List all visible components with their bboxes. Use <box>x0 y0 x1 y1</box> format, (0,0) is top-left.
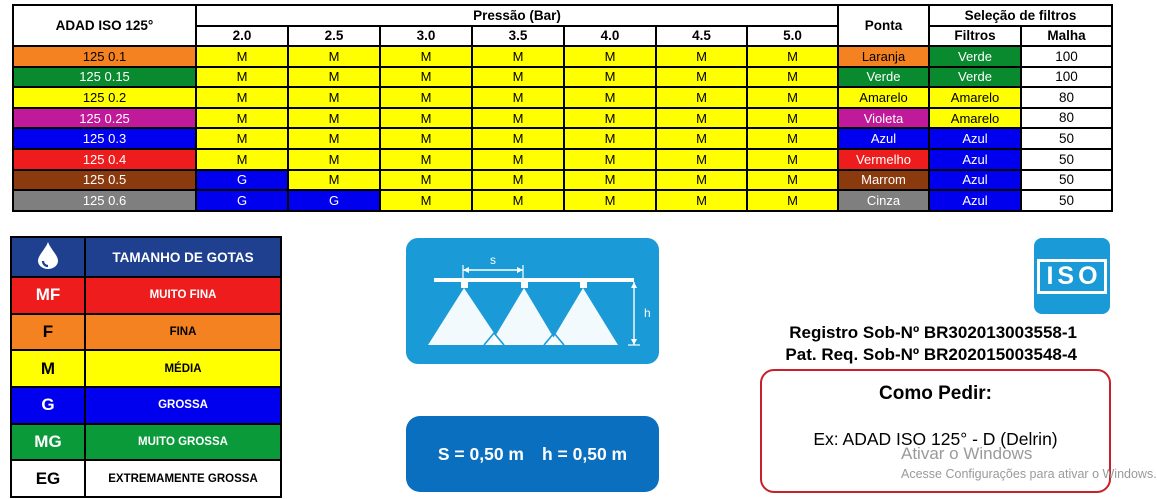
tip-column-header: Ponta <box>838 5 929 46</box>
model-column-header: ADAD ISO 125° <box>13 5 196 46</box>
legend-row <box>11 424 281 461</box>
mesh-cell: 50 <box>1021 149 1112 170</box>
legend-code: G <box>11 387 85 424</box>
tip-color-cell: Violeta <box>838 108 929 129</box>
registration-number: Registro Sob-Nº BR302013003558-1 <box>789 323 1077 342</box>
legend-label: MÉDIA <box>85 350 281 387</box>
table-row <box>13 108 1112 129</box>
spacing-values-box <box>406 416 659 492</box>
nozzle-spacing-diagram <box>406 238 659 364</box>
legend-icon-cell <box>11 237 85 277</box>
droplet-size-cell: M <box>380 46 472 67</box>
droplet-size-cell: M <box>472 46 564 67</box>
mesh-cell: 50 <box>1021 170 1112 191</box>
droplet-size-cell: M <box>656 46 747 67</box>
droplet-size-cell: M <box>747 128 838 149</box>
droplet-size-cell: M <box>196 87 288 108</box>
droplet-size-cell: M <box>747 170 838 191</box>
droplet-size-cell: M <box>288 128 380 149</box>
pressure-header-2.0: 2.0 <box>196 26 288 46</box>
droplet-size-cell: M <box>564 67 656 88</box>
droplet-size-cell: M <box>472 108 564 129</box>
tip-color-cell: Laranja <box>838 46 929 67</box>
pressure-header-3.5: 3.5 <box>472 26 564 46</box>
droplet-size-cell: M <box>656 67 747 88</box>
filter-color-cell: Azul <box>929 170 1021 191</box>
pressure-header-4.0: 4.0 <box>564 26 656 46</box>
droplet-size-cell: M <box>288 170 380 191</box>
filter-color-cell: Azul <box>929 190 1021 211</box>
legend-label: MUITO GROSSA <box>85 424 281 461</box>
droplet-size-cell: G <box>196 190 288 211</box>
spacing-label: s <box>490 253 496 267</box>
droplet-size-cell: M <box>656 87 747 108</box>
spacing-value: S = 0,50 m <box>437 443 524 464</box>
table-row <box>13 67 1112 88</box>
tip-color-cell: Marrom <box>838 170 929 191</box>
how-to-order-title: Como Pedir: <box>879 383 992 404</box>
droplet-size-cell: M <box>747 190 838 211</box>
table-row <box>13 170 1112 191</box>
droplet-size-cell: M <box>380 128 472 149</box>
mesh-cell: 50 <box>1021 128 1112 149</box>
droplet-size-cell: M <box>564 170 656 191</box>
tip-color-cell: Cinza <box>838 190 929 211</box>
droplet-size-cell: M <box>747 149 838 170</box>
droplet-size-cell: M <box>380 190 472 211</box>
droplet-size-cell: M <box>656 128 747 149</box>
iso-badge <box>1034 238 1110 314</box>
mesh-cell: 80 <box>1021 87 1112 108</box>
tip-color-cell: Amarelo <box>838 87 929 108</box>
droplet-size-legend <box>10 236 282 498</box>
legend-code: F <box>11 314 85 351</box>
droplet-size-cell: M <box>380 108 472 129</box>
droplet-size-cell: M <box>472 128 564 149</box>
patent-request-number: Pat. Req. Sob-Nº BR202015003548-4 <box>785 345 1077 364</box>
droplet-size-cell: M <box>564 87 656 108</box>
legend-code: MG <box>11 424 85 461</box>
pressure-column-header: Pressão (Bar) <box>196 5 838 26</box>
model-cell: 125 0.15 <box>13 67 196 88</box>
droplet-size-cell: M <box>472 170 564 191</box>
table-row <box>13 190 1112 211</box>
droplet-size-cell: M <box>472 149 564 170</box>
legend-label: EXTREMAMENTE GROSSA <box>85 460 281 497</box>
table-row <box>13 149 1112 170</box>
model-cell: 125 0.5 <box>13 170 196 191</box>
filter-color-cell: Verde <box>929 67 1021 88</box>
droplet-size-cell: M <box>288 108 380 129</box>
droplet-size-cell: M <box>472 190 564 211</box>
mesh-cell: 50 <box>1021 190 1112 211</box>
droplet-size-cell: M <box>196 67 288 88</box>
mesh-cell: 80 <box>1021 108 1112 129</box>
droplet-size-cell: M <box>380 87 472 108</box>
legend-row <box>11 350 281 387</box>
droplet-size-cell: G <box>196 170 288 191</box>
iso-badge-text: ISO <box>1037 259 1106 294</box>
legend-label: FINA <box>85 314 281 351</box>
watermark-title: Ativar o Windows <box>901 444 1033 463</box>
droplet-size-cell: M <box>656 190 747 211</box>
mesh-cell: 100 <box>1021 46 1112 67</box>
droplet-size-cell: M <box>747 108 838 129</box>
droplet-size-cell: M <box>196 46 288 67</box>
droplet-size-cell: G <box>288 190 380 211</box>
legend-row <box>11 460 281 497</box>
legend-code: EG <box>11 460 85 497</box>
droplet-size-cell: M <box>288 149 380 170</box>
filter-selection-header: Seleção de filtros <box>929 5 1112 26</box>
droplet-size-cell: M <box>472 87 564 108</box>
spray-pattern-graphic <box>406 238 659 364</box>
filter-color-cell: Verde <box>929 46 1021 67</box>
filter-color-cell: Amarelo <box>929 87 1021 108</box>
model-cell: 125 0.6 <box>13 190 196 211</box>
model-cell: 125 0.4 <box>13 149 196 170</box>
tip-color-cell: Azul <box>838 128 929 149</box>
table-row <box>13 128 1112 149</box>
windows-activation-watermark <box>901 444 1157 481</box>
legend-code: M <box>11 350 85 387</box>
legend-label: GROSSA <box>85 387 281 424</box>
watermark-subtitle: Acesse Configurações para ativar o Windows. <box>901 467 1157 481</box>
droplet-size-cell: M <box>564 108 656 129</box>
droplet-size-cell: M <box>564 190 656 211</box>
droplet-size-cell: M <box>564 128 656 149</box>
droplet-size-cell: M <box>196 128 288 149</box>
water-drop-icon <box>35 240 61 270</box>
droplet-size-cell: M <box>656 170 747 191</box>
droplet-size-cell: M <box>472 67 564 88</box>
legend-row <box>11 277 281 314</box>
droplet-size-cell: M <box>656 149 747 170</box>
droplet-size-cell: M <box>747 46 838 67</box>
model-cell: 125 0.1 <box>13 46 196 67</box>
droplet-size-cell: M <box>288 67 380 88</box>
filter-color-cell: Azul <box>929 128 1021 149</box>
droplet-size-cell: M <box>380 67 472 88</box>
tip-color-cell: Verde <box>838 67 929 88</box>
mesh-column-header: Malha <box>1021 26 1112 46</box>
legend-row <box>11 314 281 351</box>
height-label: h <box>644 306 651 320</box>
filter-color-cell: Azul <box>929 149 1021 170</box>
tip-color-cell: Vermelho <box>838 149 929 170</box>
model-cell: 125 0.2 <box>13 87 196 108</box>
height-value: h = 0,50 m <box>541 443 628 464</box>
droplet-size-cell: M <box>288 46 380 67</box>
droplet-size-cell: M <box>564 149 656 170</box>
order-example: Ex: ADAD ISO 125° - D (Delrin) <box>813 429 1058 449</box>
table-row <box>13 46 1112 67</box>
pressure-header-3.0: 3.0 <box>380 26 472 46</box>
legend-title: TAMANHO DE GOTAS <box>85 237 281 277</box>
model-cell: 125 0.3 <box>13 128 196 149</box>
droplet-size-cell: M <box>380 149 472 170</box>
droplet-size-cell: M <box>196 149 288 170</box>
pressure-header-4.5: 4.5 <box>656 26 747 46</box>
legend-code: MF <box>11 277 85 314</box>
droplet-size-cell: M <box>747 67 838 88</box>
droplet-size-cell: M <box>380 170 472 191</box>
nozzle-spec-table <box>12 4 1113 212</box>
droplet-size-cell: M <box>747 87 838 108</box>
mesh-cell: 100 <box>1021 67 1112 88</box>
droplet-size-cell: M <box>196 108 288 129</box>
model-cell: 125 0.25 <box>13 108 196 129</box>
pressure-header-5.0: 5.0 <box>747 26 838 46</box>
droplet-size-cell: M <box>564 46 656 67</box>
legend-label: MUITO FINA <box>85 277 281 314</box>
filter-color-cell: Amarelo <box>929 108 1021 129</box>
pressure-header-2.5: 2.5 <box>288 26 380 46</box>
droplet-size-cell: M <box>656 108 747 129</box>
legend-row <box>11 387 281 424</box>
table-row <box>13 87 1112 108</box>
filters-column-header: Filtros <box>929 26 1021 46</box>
droplet-size-cell: M <box>288 87 380 108</box>
